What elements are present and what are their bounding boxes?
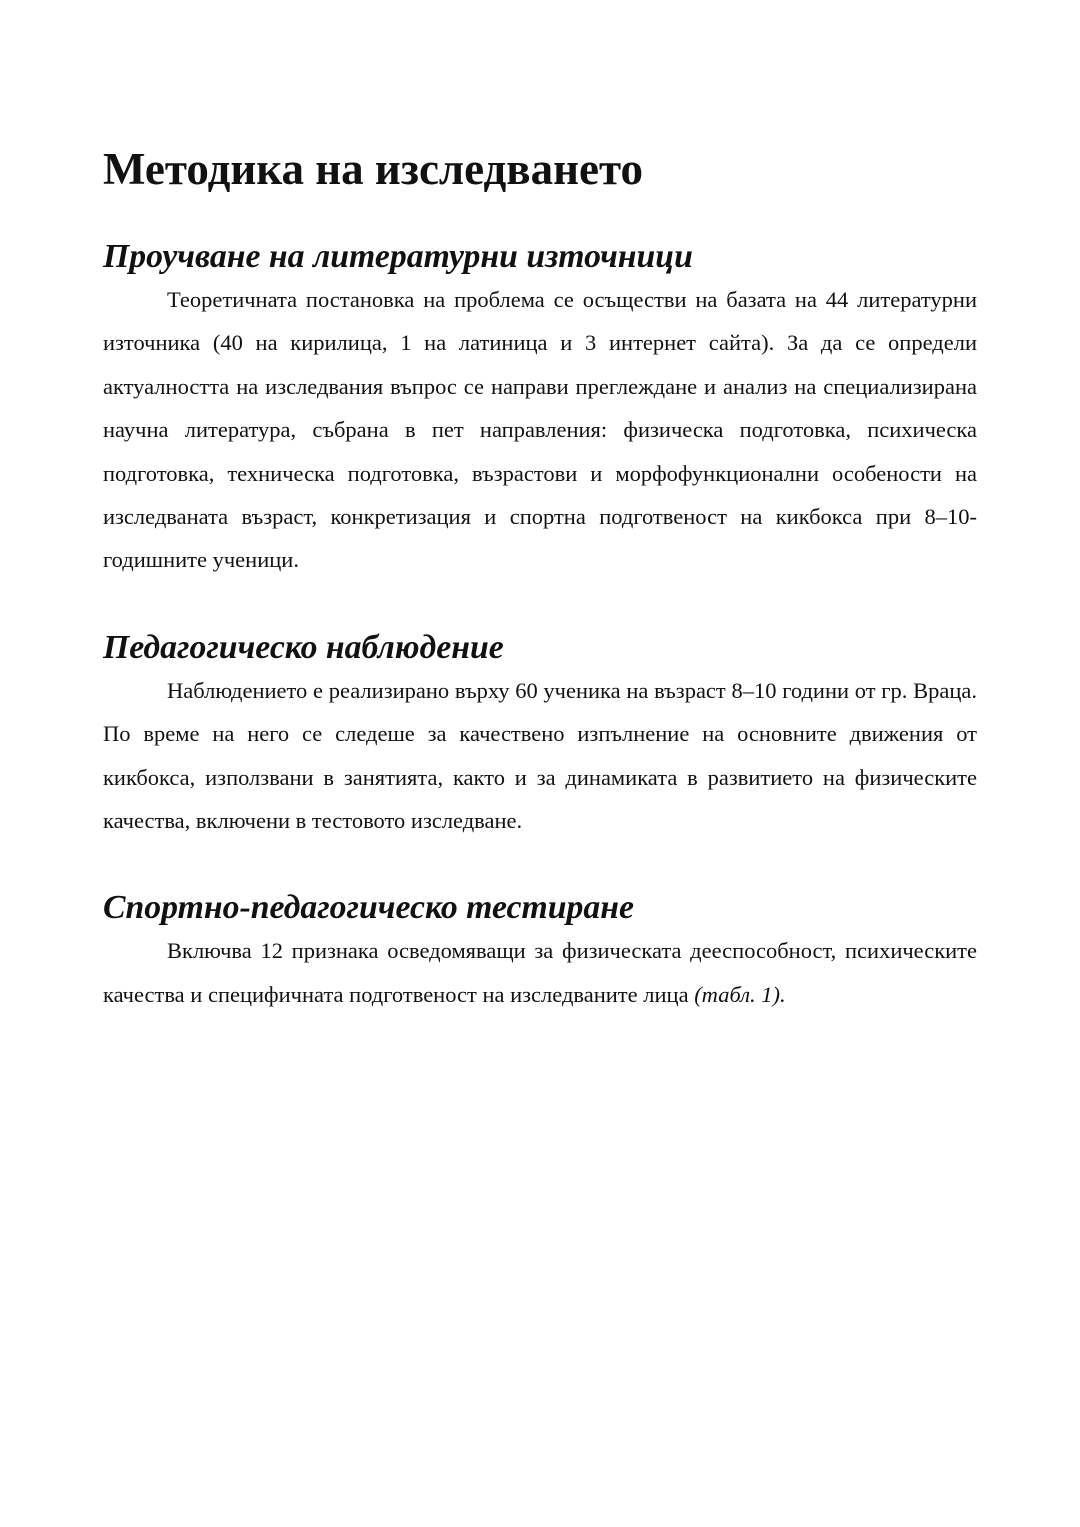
section-heading: Педагогическо наблюдение [103, 628, 504, 666]
section-paragraph: Теоретичната постановка на проблема се осъществи на базата на 44 литературни източника (40 на кирилица, 1 на латиница и 3 интернет сайта). За да се определи актуалността на изследвания въпрос се направи преглеждане и анализ на специализирана научна литература, събрана в пет направления: физическа подготовка, психическа подготовка, техническа подготовка, възрастови и морфофункционални особености на изследваната възраст, конкретизация и спортна подготвеност на кикбокса при 8–10-годишните ученици. [103, 287, 977, 573]
section-heading: Спортно-педагогическо тестиране [103, 889, 634, 927]
section-literature-review [103, 235, 977, 582]
section-sport-pedagogical-testing [103, 886, 977, 1016]
section-heading: Проучване на литературни източници [103, 238, 693, 275]
page-title: Методика на изследването [103, 144, 644, 194]
section-paragraph-text: Включва 12 признака осведомяващи за физическата дееспособност, психическите качества и специфичната подготвеност на изследваните лица [103, 938, 977, 1007]
document-page [103, 144, 977, 1016]
table-reference: (табл. 1). [694, 981, 786, 1007]
section-paragraph: Наблюдението е реализирано върху 60 ученика на възраст 8–10 години от гр. Враца. По време на него се следеше за качествено изпълнение на основните движения от кикбокса, използвани в занятията, както и за динамиката в развитието на физическите качества, включени в тестовото изследване. [103, 677, 977, 834]
section-pedagogical-observation [103, 626, 977, 843]
section-paragraph [103, 929, 977, 1016]
